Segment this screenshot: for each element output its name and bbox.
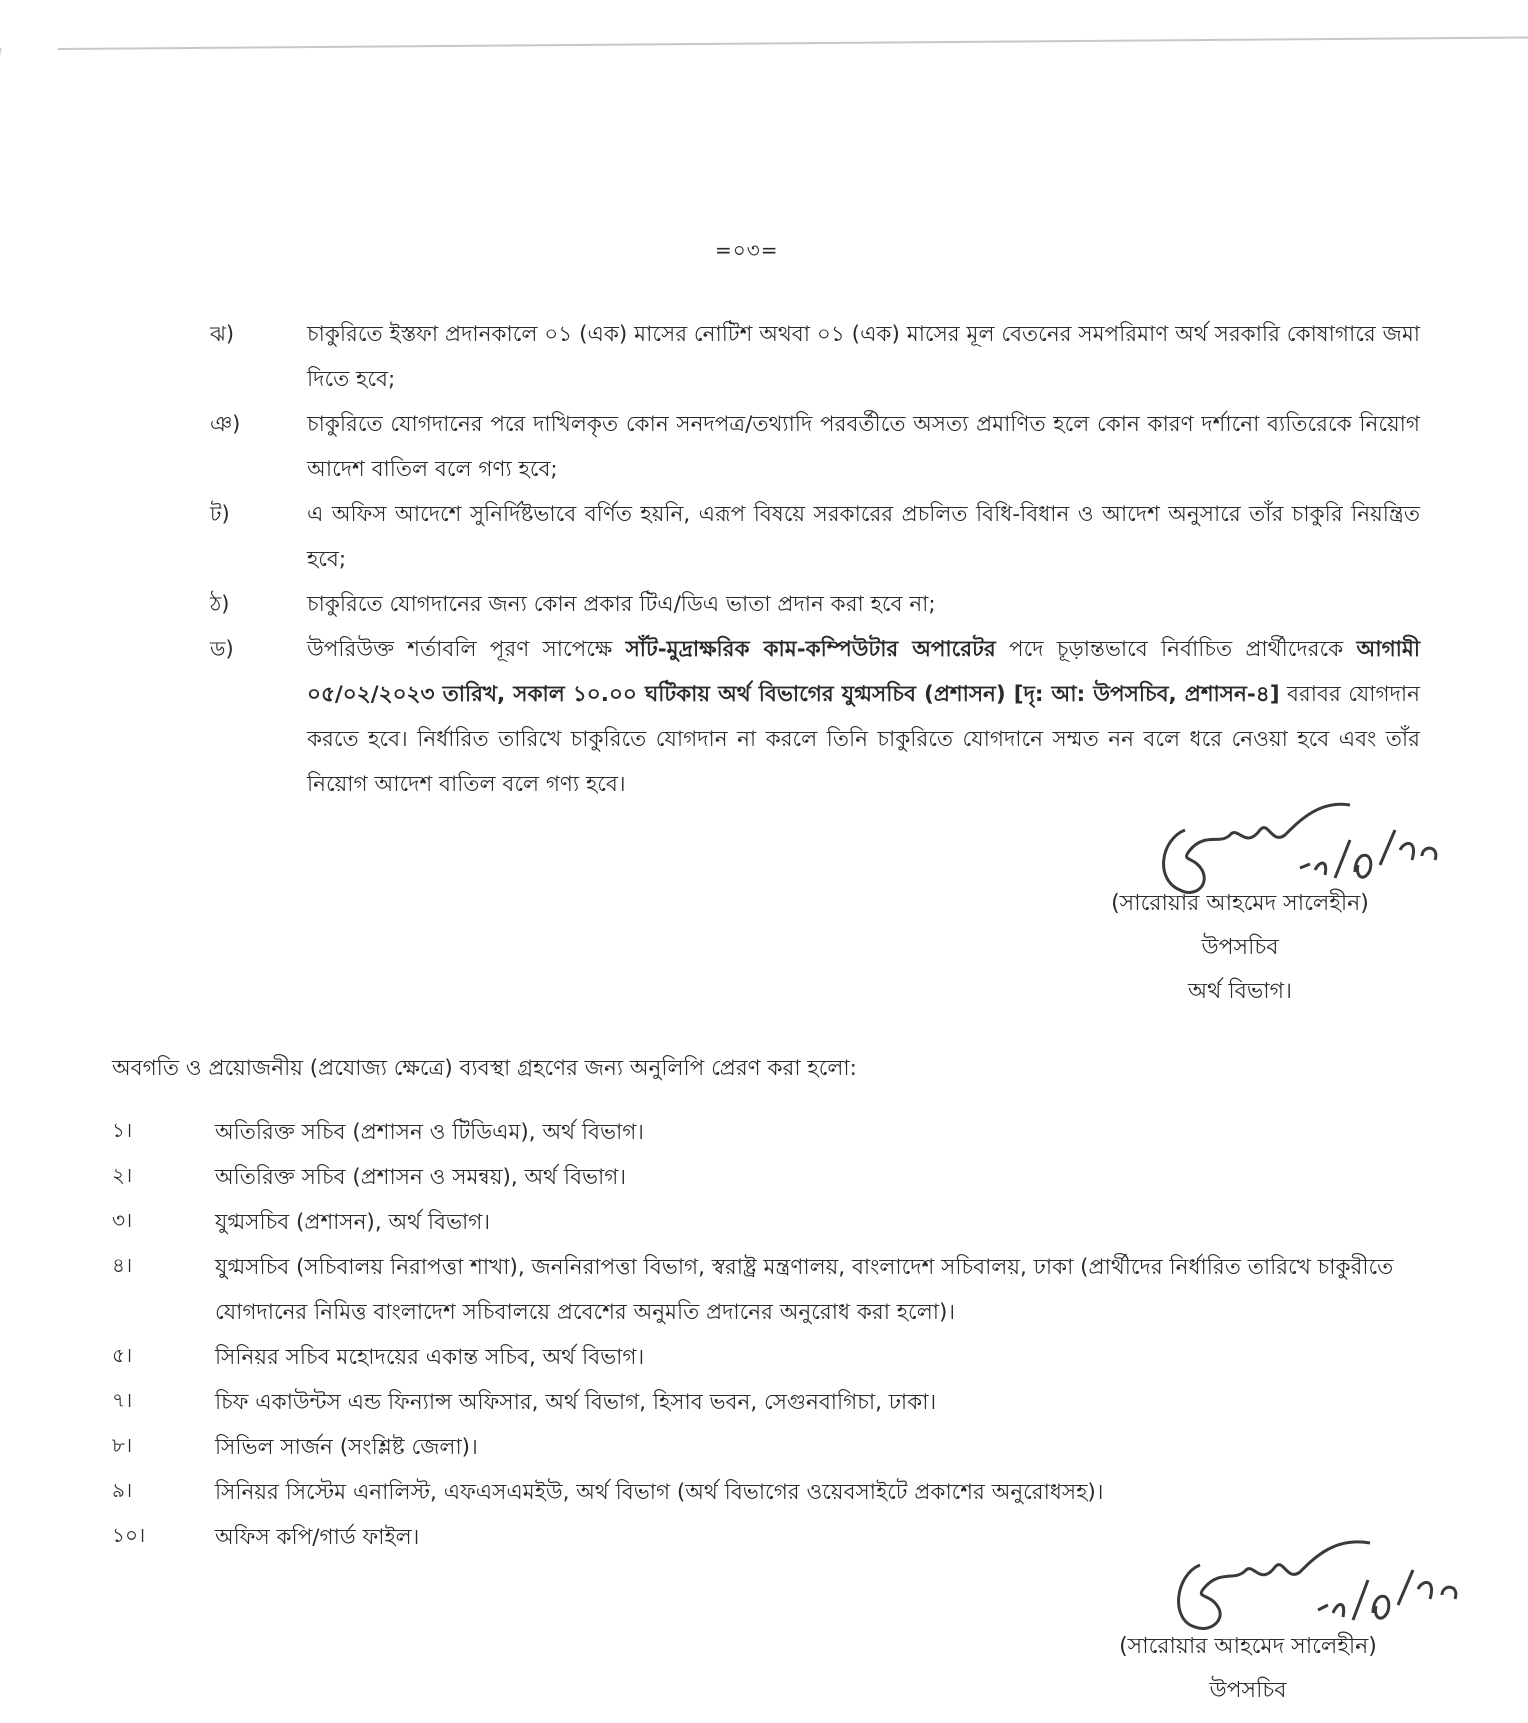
copy-intro: অবগতি ও প্রয়োজনীয় (প্রযোজ্য ক্ষেত্রে) ব্যবস্থা গ্রহণের জন্য অনুলিপি প্রেরণ করা হলো: bbox=[112, 1056, 857, 1081]
clause-text-part: পদে চূড়ান্তভাবে নির্বাচিত প্রার্থীদেরকে bbox=[995, 637, 1357, 662]
list-item-number: ৫। bbox=[112, 1343, 133, 1367]
signatory-designation: উপসচিব bbox=[1201, 935, 1279, 960]
signatory-office: অর্থ বিভাগ। bbox=[1188, 979, 1292, 1004]
list-item-number: ১০। bbox=[112, 1523, 146, 1547]
list-item bbox=[112, 1155, 1412, 1200]
list-item bbox=[112, 1470, 1412, 1515]
clause-ta bbox=[210, 492, 1420, 582]
list-item bbox=[112, 1515, 1412, 1560]
list-item-number: ২। bbox=[112, 1163, 133, 1187]
list-item-text: অতিরিক্ত সচিব (প্রশাসন ও সমন্বয়), অর্থ বিভাগ। bbox=[215, 1165, 627, 1190]
clause-marker: ড) bbox=[210, 637, 234, 661]
list-item-number: ৭। bbox=[112, 1388, 133, 1412]
signature-block-2 bbox=[1083, 1625, 1413, 1713]
list-item bbox=[112, 1425, 1412, 1470]
list-item bbox=[112, 1335, 1412, 1380]
clause-marker: ঝ) bbox=[210, 322, 235, 346]
copy-list bbox=[112, 1110, 1412, 1560]
list-item-text: সিনিয়র সিস্টেম এনালিস্ট, এফএসএমইউ, অর্থ বিভাগ (অর্থ বিভাগের ওয়েবসাইটে প্রকাশের অনুরোধসহ)। bbox=[215, 1480, 1104, 1505]
list-item-number: ৪। bbox=[112, 1253, 133, 1277]
joining-instruction: আগামী ০৫/০২/২০২৩ তারিখ, সকাল ১০.০০ ঘটিকায় অর্থ বিভাগের যুগ্মসচিব (প্রশাসন) [দৃ: আ: উপসচিব, প্রশাসন-৪] bbox=[307, 637, 1420, 707]
list-item bbox=[112, 1200, 1412, 1245]
list-item-text: সিভিল সার্জন (সংশ্লিষ্ট জেলা)। bbox=[215, 1435, 478, 1460]
list-item-text: সিনিয়র সচিব মহোদয়ের একান্ত সচিব, অর্থ বিভাগ। bbox=[215, 1345, 645, 1370]
list-item-number: ৮। bbox=[112, 1433, 133, 1457]
clause-jha bbox=[210, 312, 1420, 402]
scan-top-edge bbox=[58, 36, 1528, 50]
signatory-name: (সারোয়ার আহমেদ সালেহীন) bbox=[1119, 1634, 1377, 1659]
clause-tha bbox=[210, 582, 1420, 627]
clause-text: এ অফিস আদেশে সুনির্দিষ্টভাবে বর্ণিত হয়নি, এরূপ বিষয়ে সরকারের প্রচলিত বিধি-বিধান ও আদেশ অনুসারে তাঁর চাকুরি নিয়ন্ত্রিত হবে; bbox=[307, 502, 1420, 572]
list-item-number: ৩। bbox=[112, 1208, 133, 1232]
clause-text-part: বরাবর যোগদান করতে হবে। নির্ধারিত তারিখে চাকুরিতে যোগদান না করলে তিনি চাকুরিতে যোগদানে সম্মত নন বলে ধরে নেওয়া হবে এবং তাঁর নিয়োগ আদেশ বাতিল বলে গণ্য হবে। bbox=[307, 682, 1420, 797]
clause-text-part: উপরিউক্ত শর্তাবলি পূরণ সাপেক্ষে bbox=[307, 637, 626, 662]
clause-nya bbox=[210, 402, 1420, 492]
list-item bbox=[112, 1110, 1412, 1155]
clause-da bbox=[210, 627, 1420, 807]
list-item-text: অফিস কপি/গার্ড ফাইল। bbox=[215, 1525, 420, 1550]
list-item-text: চিফ একাউন্টস এন্ড ফিন্যান্স অফিসার, অর্থ বিভাগ, হিসাব ভবন, সেগুনবাগিচা, ঢাকা। bbox=[215, 1390, 937, 1415]
signatory-designation: উপসচিব bbox=[1209, 1678, 1287, 1703]
list-item-text: অতিরিক্ত সচিব (প্রশাসন ও টিডিএম), অর্থ বিভাগ। bbox=[215, 1120, 644, 1145]
clause-text: চাকুরিতে যোগদানের পরে দাখিলকৃত কোন সনদপত্র/তথ্যাদি পরবর্তীতে অসত্য প্রমাণিত হলে কোন কারণ দর্শানো ব্যতিরেকে নিয়োগ আদেশ বাতিল বলে গণ্য হবে; bbox=[307, 412, 1420, 482]
list-item bbox=[112, 1245, 1412, 1335]
clause-text: চাকুরিতে যোগদানের জন্য কোন প্রকার টিএ/ডিএ ভাতা প্রদান করা হবে না; bbox=[307, 592, 936, 617]
clause-text bbox=[307, 627, 1420, 807]
clause-text: চাকুরিতে ইস্তফা প্রদানকালে ০১ (এক) মাসের নোটিশ অথবা ০১ (এক) মাসের মূল বেতনের সমপরিমাণ অর্থ সরকারি কোষাগারে জমা দিতে হবে; bbox=[307, 322, 1420, 392]
signatory-name: (সারোয়ার আহমেদ সালেহীন) bbox=[1111, 891, 1369, 916]
page-number: =০৩= bbox=[715, 238, 779, 262]
clause-marker: ট) bbox=[210, 502, 230, 526]
list-item-text: যুগ্মসচিব (সচিবালয় নিরাপত্তা শাখা), জননিরাপত্তা বিভাগ, স্বরাষ্ট্র মন্ত্রণালয়, বাংলাদেশ সচিবালয়, ঢাকা (প্রার্থীদের নির্ধারিত তারিখে চাকুরীতে যোগদানের নিমিত্ত বাংলাদেশ সচিবালয়ে প্রবেশের অনুমতি প্রদানের অনুরোধ করা হলো)। bbox=[215, 1255, 1394, 1325]
list-item-number: ১। bbox=[112, 1118, 133, 1142]
list-item-number: ৯। bbox=[112, 1478, 133, 1502]
list-item-text: যুগ্মসচিব (প্রশাসন), অর্থ বিভাগ। bbox=[215, 1210, 491, 1235]
signature-block-1 bbox=[1075, 882, 1405, 1014]
scan-left-edge bbox=[0, 48, 2, 222]
clause-marker: ঠ) bbox=[210, 592, 230, 616]
clause-marker: ঞ) bbox=[210, 412, 241, 436]
list-item bbox=[112, 1380, 1412, 1425]
post-title: সাঁট-মুদ্রাক্ষরিক কাম-কম্পিউটার অপারেটর bbox=[625, 637, 996, 662]
